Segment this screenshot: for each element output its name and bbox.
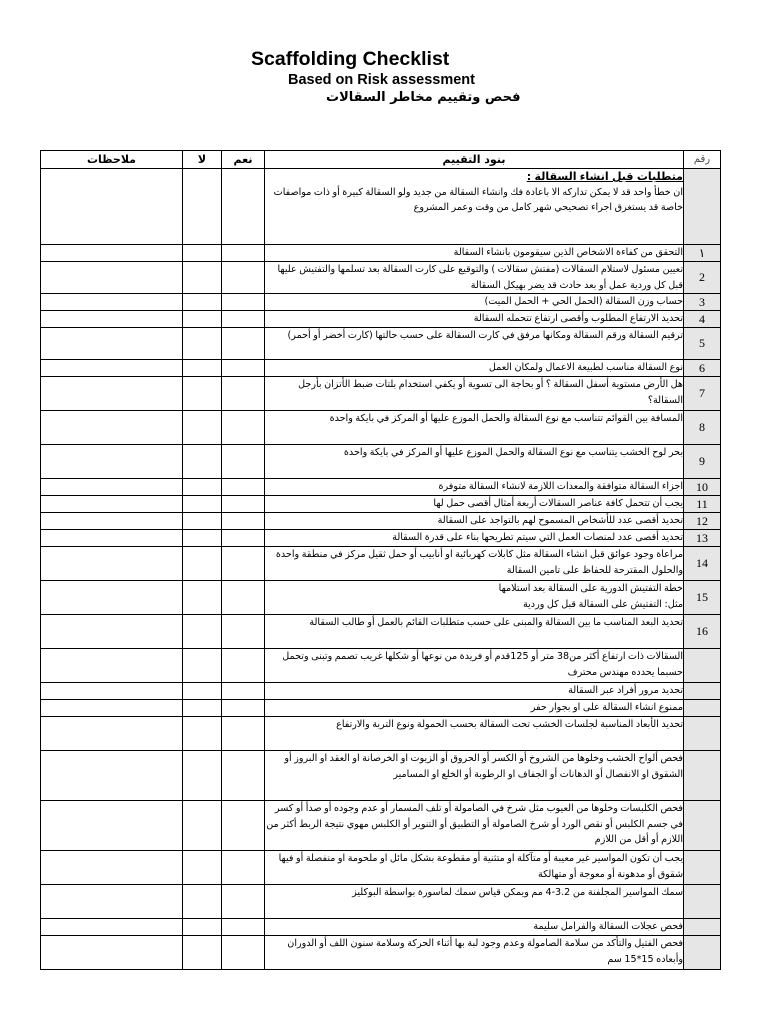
table-row	[41, 851, 721, 885]
no-cell[interactable]	[183, 328, 222, 360]
notes-cell[interactable]	[41, 479, 183, 496]
assessment-item-text: ممنوع انشاء السقالة على او بجوار حفر	[530, 702, 683, 713]
item-number: 14	[684, 547, 721, 581]
assessment-item-text: بحر لوح الخشب يتناسب مع نوع السقالة والحمل الموزع عليها أو المركز في بايكة واحدة	[343, 447, 683, 458]
assessment-item-text: يجب أن تتحمل كافة عناصر السقالات أربعة أمثال أقصى حمل لها	[433, 498, 683, 509]
yes-cell[interactable]	[222, 649, 265, 683]
notes-cell[interactable]	[41, 169, 183, 245]
no-cell[interactable]	[183, 411, 222, 445]
no-cell[interactable]	[183, 262, 222, 294]
yes-cell[interactable]	[222, 445, 265, 479]
yes-cell[interactable]	[222, 801, 265, 851]
no-cell[interactable]	[183, 700, 222, 717]
no-cell[interactable]	[183, 377, 222, 411]
item-number: 11	[684, 496, 721, 513]
yes-cell[interactable]	[222, 294, 265, 311]
assessment-item	[265, 294, 684, 311]
yes-cell[interactable]	[222, 885, 265, 919]
notes-cell[interactable]	[41, 496, 183, 513]
notes-cell[interactable]	[41, 717, 183, 751]
table-row	[41, 801, 721, 851]
notes-cell[interactable]	[41, 311, 183, 328]
notes-cell[interactable]	[41, 294, 183, 311]
assessment-item-text: خطة التفتيش الدورية على السقالة بعد استلامها مثل: التفتيش على السقالة قبل كل وردية	[498, 583, 683, 610]
table-row	[41, 311, 721, 328]
item-number: 3	[684, 294, 721, 311]
yes-cell[interactable]	[222, 751, 265, 801]
assessment-item	[265, 513, 684, 530]
assessment-item	[265, 530, 684, 547]
notes-cell[interactable]	[41, 377, 183, 411]
table-row	[41, 294, 721, 311]
notes-cell[interactable]	[41, 360, 183, 377]
assessment-item-text: نوع السقالة مناسب لطبيعة الاعمال ولمكان العمل	[488, 362, 683, 373]
item-number: 2	[684, 262, 721, 294]
assessment-item	[265, 751, 684, 801]
arabic-title: فحص وتقييم مخاطر السقالات	[326, 90, 521, 105]
no-cell[interactable]	[183, 751, 222, 801]
assessment-item	[265, 547, 684, 581]
yes-cell[interactable]	[222, 311, 265, 328]
yes-cell[interactable]	[222, 479, 265, 496]
assessment-item	[265, 615, 684, 649]
notes-cell[interactable]	[41, 245, 183, 262]
no-cell[interactable]	[183, 547, 222, 581]
yes-cell[interactable]	[222, 360, 265, 377]
no-cell[interactable]	[183, 294, 222, 311]
notes-cell[interactable]	[41, 751, 183, 801]
table-row	[41, 615, 721, 649]
no-cell[interactable]	[183, 851, 222, 885]
item-number: 16	[684, 615, 721, 649]
assessment-item	[265, 717, 684, 751]
no-cell[interactable]	[183, 245, 222, 262]
yes-cell[interactable]	[222, 262, 265, 294]
no-cell[interactable]	[183, 649, 222, 683]
assessment-item	[265, 700, 684, 717]
table-row	[41, 936, 721, 970]
assessment-item	[265, 801, 684, 851]
no-cell[interactable]	[183, 717, 222, 751]
assessment-item	[265, 936, 684, 970]
notes-cell[interactable]	[41, 801, 183, 851]
notes-cell[interactable]	[41, 530, 183, 547]
item-number	[684, 717, 721, 751]
item-number	[684, 851, 721, 885]
item-number	[684, 936, 721, 970]
notes-cell[interactable]	[41, 885, 183, 919]
table-row	[41, 411, 721, 445]
notes-cell[interactable]	[41, 615, 183, 649]
assessment-item-text: سمك المواسير المجلفنة من 3.2-4 مم ويمكن قياس سمك لماسورة بواسطة البوكليز	[352, 887, 683, 898]
item-number: 9	[684, 445, 721, 479]
yes-cell[interactable]	[222, 936, 265, 970]
table-row	[41, 530, 721, 547]
notes-cell[interactable]	[41, 513, 183, 530]
no-cell[interactable]	[183, 885, 222, 919]
table-row	[41, 649, 721, 683]
table-row	[41, 581, 721, 615]
assessment-item-text: فحص عجلات السقالة والفرامل سليمة	[533, 921, 683, 932]
item-number: 12	[684, 513, 721, 530]
notes-cell[interactable]	[41, 683, 183, 700]
yes-cell[interactable]	[222, 377, 265, 411]
item-number: 7	[684, 377, 721, 411]
assessment-item-text: المسافة بين القوائم تتناسب مع نوع السقالة والحمل الموزع عليها أو المركز في بايكة واحدة	[329, 413, 683, 424]
yes-cell[interactable]	[222, 851, 265, 885]
document-title: Scaffolding Checklist	[251, 48, 450, 70]
yes-cell[interactable]	[222, 615, 265, 649]
notes-cell[interactable]	[41, 262, 183, 294]
yes-cell[interactable]	[222, 411, 265, 445]
item-number: 4	[684, 311, 721, 328]
no-cell[interactable]	[183, 360, 222, 377]
item-number: 8	[684, 411, 721, 445]
yes-cell[interactable]	[222, 717, 265, 751]
yes-cell[interactable]	[222, 328, 265, 360]
assessment-item-text: هل الأرض مستوية أسفل السقالة ؟ أو بحاجة الى تسوية أو يكفي استخدام بلتات ضبط الأتزان بأرجل السقالة؟	[298, 379, 683, 406]
no-cell[interactable]	[183, 615, 222, 649]
table-row	[41, 751, 721, 801]
no-cell[interactable]	[183, 445, 222, 479]
no-cell[interactable]	[183, 311, 222, 328]
table-row	[41, 547, 721, 581]
notes-cell[interactable]	[41, 649, 183, 683]
yes-cell[interactable]	[222, 513, 265, 530]
assessment-item-text: اجزاء السقالة متوافقة والمعدات اللازمة لانشاء السقالة متوفرة	[438, 481, 683, 492]
yes-cell[interactable]	[222, 581, 265, 615]
yes-cell[interactable]	[222, 683, 265, 700]
section-title: متطلبات قبل انشاء السقالة :	[526, 170, 683, 183]
table-row	[41, 919, 721, 936]
item-number	[684, 751, 721, 801]
notes-cell[interactable]	[41, 581, 183, 615]
item-number: 10	[684, 479, 721, 496]
assessment-item	[265, 683, 684, 700]
assessment-item	[265, 851, 684, 885]
assessment-item	[265, 360, 684, 377]
notes-cell[interactable]	[41, 851, 183, 885]
assessment-item-text: تحديد البعد المناسب ما بين السقالة والمبنى على حسب متطلبات القائم بالعمل أو طالب السقالة	[309, 617, 683, 628]
document-subtitle: Based on Risk assessment	[288, 72, 475, 88]
yes-cell[interactable]	[222, 245, 265, 262]
item-number	[684, 649, 721, 683]
no-cell[interactable]	[183, 919, 222, 936]
no-cell[interactable]	[183, 496, 222, 513]
assessment-item-text: فحص الكلبسات وخلوها من العيوب مثل شرخ في الصامولة أو تلف المسمار أو عدم وجوده أو صدأ أو كسر في جسم الكلبس أو نقص الورد أو شرخ الصامولة أو التطبيق أو التنوير أو الكلبس مهوي نتيجة الربط أكثر من اللازم أو أقل من اللازم	[266, 803, 683, 845]
notes-cell[interactable]	[41, 547, 183, 581]
assessment-item	[265, 245, 684, 262]
assessment-item	[265, 496, 684, 513]
assessment-item	[265, 262, 684, 294]
item-number: ١	[684, 245, 721, 262]
yes-cell[interactable]	[222, 700, 265, 717]
assessment-item	[265, 311, 684, 328]
yes-cell[interactable]	[222, 530, 265, 547]
no-cell[interactable]	[183, 936, 222, 970]
yes-cell[interactable]	[222, 169, 265, 245]
item-number	[684, 683, 721, 700]
table-row	[41, 700, 721, 717]
assessment-item	[265, 919, 684, 936]
assessment-item	[265, 411, 684, 445]
assessment-item	[265, 445, 684, 479]
yes-cell[interactable]	[222, 496, 265, 513]
item-number	[684, 169, 721, 245]
table-row	[41, 328, 721, 360]
item-number	[684, 919, 721, 936]
table-row	[41, 360, 721, 377]
item-number: 13	[684, 530, 721, 547]
table-row	[41, 683, 721, 700]
yes-cell[interactable]	[222, 547, 265, 581]
notes-cell[interactable]	[41, 936, 183, 970]
assessment-item-text: يجب أن تكون المواسير غير معيبة أو متآكلة او متثنية أو مقطوعة بشكل مائل او ملحومة او منفصلة أو فيها شقوق أو مدهونة أو معوجة أو متهالكة	[278, 853, 683, 880]
item-number	[684, 700, 721, 717]
no-cell[interactable]	[183, 683, 222, 700]
item-number	[684, 885, 721, 919]
assessment-item	[265, 649, 684, 683]
number-column-header: رقم	[684, 151, 721, 169]
yes-cell[interactable]	[222, 919, 265, 936]
no-cell[interactable]	[183, 801, 222, 851]
no-cell[interactable]	[183, 479, 222, 496]
item-number: 6	[684, 360, 721, 377]
assessment-item	[265, 479, 684, 496]
item-number	[684, 801, 721, 851]
assessment-item	[265, 885, 684, 919]
no-cell[interactable]	[183, 581, 222, 615]
no-cell[interactable]	[183, 169, 222, 245]
assessment-item-text: حساب وزن السقالة (الحمل الحي + الحمل الميت)	[484, 296, 683, 307]
items-column-header: بنود التقييم	[265, 151, 684, 169]
item-number: 15	[684, 581, 721, 615]
assessment-item-text: تحديد أقصى عدد لمنصات العمل التي سيتم تطريحها بناء على قدرة السقالة	[392, 532, 683, 543]
notes-cell[interactable]	[41, 445, 183, 479]
assessment-item-text: تحديد الأبعاد المناسبة لجلسات الخشب تحت السقالة بحسب الحمولة ونوع التربة والارتفاع	[336, 719, 683, 730]
table-row	[41, 496, 721, 513]
table-row	[41, 717, 721, 751]
assessment-item-text: ترقيم السقالة ورقم السقالة ومكانها مرفق في كارت السقالة على حسب حالتها (كارت أخضر أو أحمر)	[287, 330, 683, 341]
table-row	[41, 245, 721, 262]
assessment-item-text: السقالات ذات ارتفاع أكثر من38 متر أو 125قدم أو فريدة من نوعها أو شكلها غريب تصمم وتبنى وتحمل حسبما يحدده مهندس محترف	[282, 651, 683, 678]
assessment-item-text: التحقق من كفاءة الاشخاص الذين سيقومون بانشاء السقالة	[453, 247, 683, 258]
no-cell[interactable]	[183, 530, 222, 547]
assessment-item	[265, 377, 684, 411]
notes-column-header: ملاحظات	[41, 151, 183, 169]
notes-cell[interactable]	[41, 328, 183, 360]
assessment-item-text: تحديد مرور أفراد عبر السقالة	[568, 685, 683, 696]
no-cell[interactable]	[183, 513, 222, 530]
no-column-header: لا	[183, 151, 222, 169]
table-row	[41, 377, 721, 411]
assessment-item-text: تعيين مسئول لاستلام السقالات (مفتش سقالات ) والتوقيع على كارت السقالة بعد تسلمها والتفتيش عليها قبل كل وردية عمل أو بعد حادث قد يضر بهيكل السقالة	[277, 264, 683, 291]
section-description: ان خطأ واحد قد لا يمكن تداركه الا باعادة فك وانشاء السقالة من جديد ولو السقالة كبيرة أو ذات مواصفات خاصة قد يستغرق اجراء تصحيحي شهر كامل من وقت وعمر المشروع	[273, 186, 683, 213]
notes-cell[interactable]	[41, 700, 183, 717]
yes-column-header: نعم	[222, 151, 265, 169]
assessment-item-text: فحص ألواح الخشب وخلوها من الشروخ أو الكسر أو الحروق أو الزيوت او الخرصانة او العقد او البروز أو الشقوق او الانفصال أو الدهانات أو الجفاف او الرطوبة أو الخلع او المسامير	[284, 753, 683, 780]
table-row	[41, 885, 721, 919]
checklist-table	[40, 150, 721, 970]
table-row	[41, 169, 721, 245]
item-number: 5	[684, 328, 721, 360]
notes-cell[interactable]	[41, 411, 183, 445]
table-row	[41, 513, 721, 530]
assessment-item-text: تحديد الارتفاع المطلوب وأقصى ارتفاع تتحمله السقالة	[473, 313, 683, 324]
assessment-item-text: تحديد أقصى عدد للأشخاص المسموح لهم بالتواجد على السقالة	[437, 515, 683, 526]
assessment-item	[265, 581, 684, 615]
table-row	[41, 479, 721, 496]
assessment-item	[265, 328, 684, 360]
table-row	[41, 445, 721, 479]
assessment-item-text: مراعاة وجود عوائق قبل انشاء السقالة مثل كابلات كهربائية او أنابيب أو حمل ثقيل مركز في منطقة واحدة والحلول المقترحة للحفاظ على تامين السقالة	[275, 549, 683, 576]
table-row	[41, 262, 721, 294]
notes-cell[interactable]	[41, 919, 183, 936]
table-header-row	[41, 151, 721, 169]
assessment-item-text: فحص الفتيل والتأكد من سلامة الصامولة وعدم وجود لبة بها أثناء الحركة وسلامة سنون اللف أو الدوران وأبعاده 15*15 سم	[287, 938, 683, 965]
assessment-item	[265, 169, 684, 245]
checklist-rows	[41, 169, 721, 970]
